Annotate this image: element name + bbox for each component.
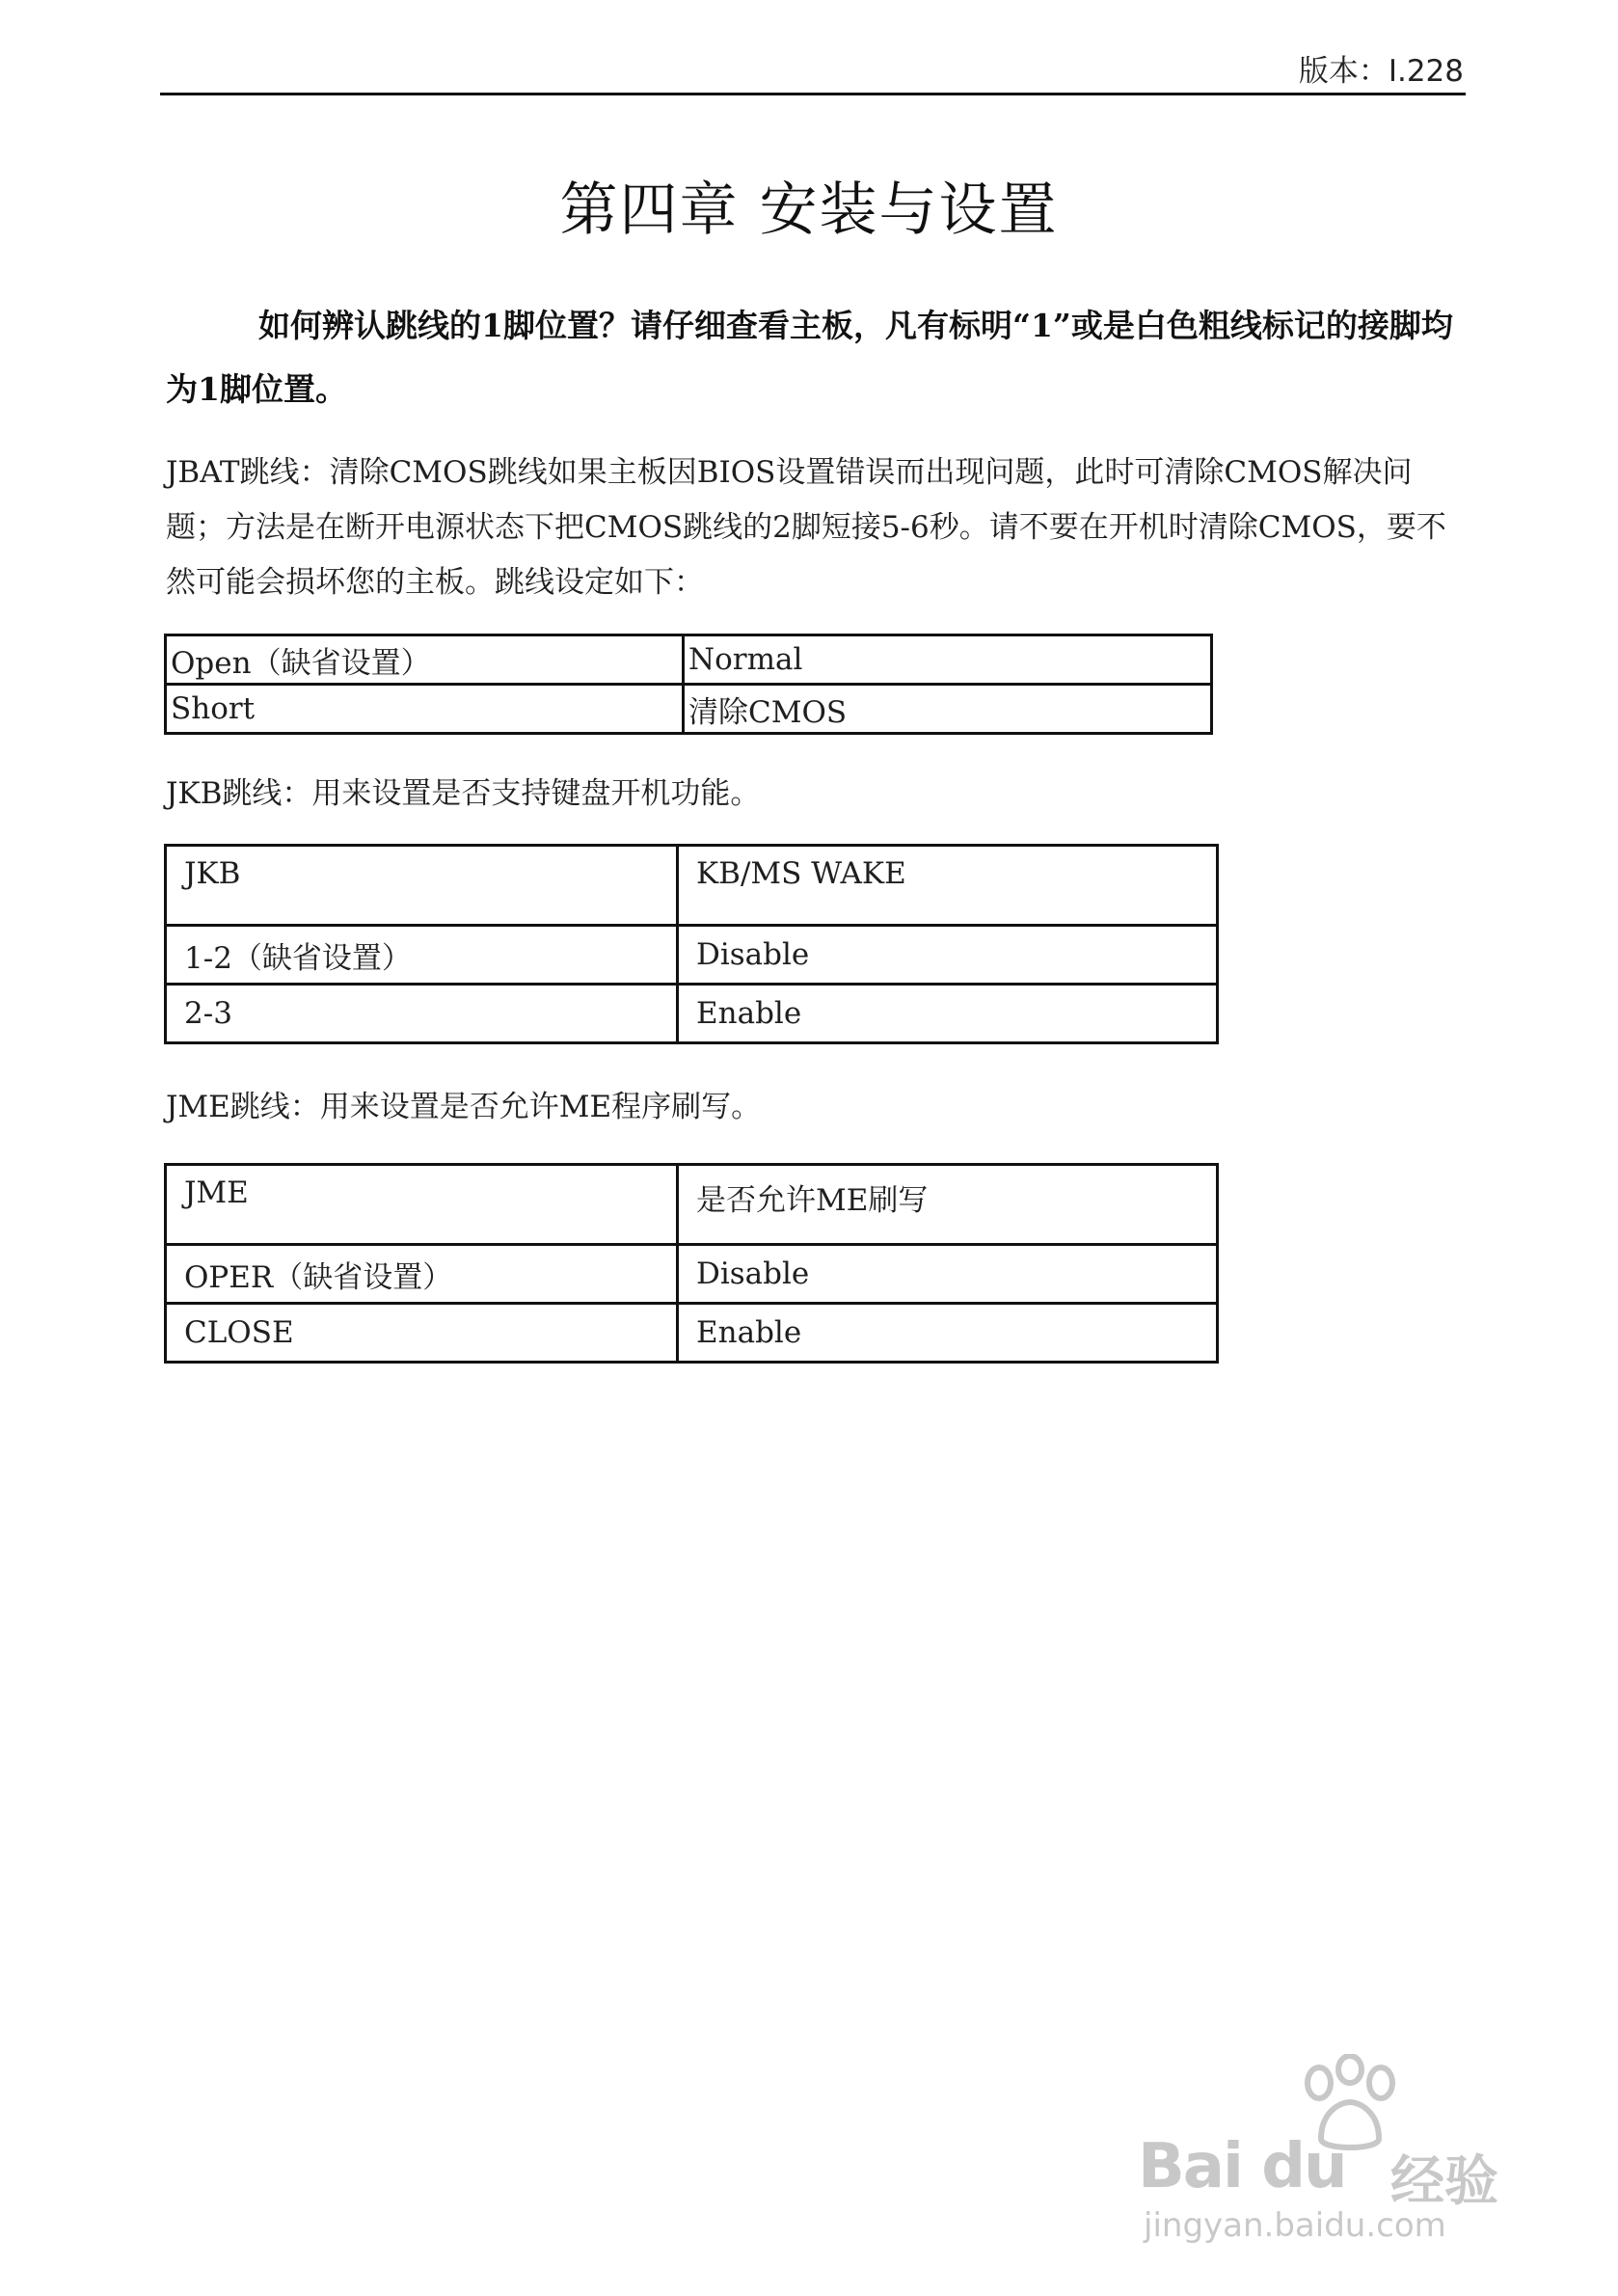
table-cell: Disable — [678, 926, 1218, 985]
table-cell: Open（缺省设置） — [166, 635, 684, 685]
table-cell: 2-3 — [166, 985, 678, 1043]
jbat-table — [164, 634, 1213, 735]
table-cell: 1-2（缺省设置） — [166, 926, 678, 985]
table-cell: Short — [166, 685, 684, 734]
table-header-cell: KB/MS WAKE — [678, 846, 1218, 926]
intro-paragraph: 如何辨认跳线的1脚位置？请仔细查看主板，凡有标明“1”或是白色粗线标记的接脚均为1脚位置。 — [166, 307, 1453, 408]
watermark-url: jingyan.baidu.com — [1144, 2206, 1446, 2245]
table-row — [166, 685, 1212, 734]
jme-table — [164, 1163, 1219, 1364]
table-header-cell: JKB — [166, 846, 678, 926]
watermark-brand: 经验 — [1390, 2150, 1498, 2213]
jme-description: JME跳线：用来设置是否允许ME程序刷写。 — [166, 1090, 762, 1124]
table-row — [166, 1245, 1218, 1304]
table-cell: 清除CMOS — [684, 685, 1212, 734]
table-cell: Normal — [684, 635, 1212, 685]
table-cell: Enable — [678, 985, 1218, 1043]
table-cell: Enable — [678, 1304, 1218, 1363]
version-label: 版本：I.228 — [1298, 54, 1464, 89]
baidu-watermark — [1138, 2054, 1543, 2247]
watermark-logo: Bai du — [1138, 2131, 1346, 2202]
jbat-description: JBAT跳线：清除CMOS跳线如果主板因BIOS设置错误而出现问题，此时可清除CMOS解决问题；方法是在断开电源状态下把CMOS跳线的2脚短接5-6秒。请不要在开机时清除CMOS，要不然可能会损坏您的主板。跳线设定如下： — [166, 455, 1446, 600]
table-row — [166, 985, 1218, 1043]
table-header-cell: 是否允许ME刷写 — [678, 1165, 1218, 1245]
chapter-title: 第四章 安装与设置 — [559, 176, 1059, 244]
table-cell: CLOSE — [166, 1304, 678, 1363]
table-row — [166, 1304, 1218, 1363]
table-cell: Disable — [678, 1245, 1218, 1304]
table-row — [166, 635, 1212, 685]
header-rule — [160, 93, 1466, 95]
table-header-cell: JME — [166, 1165, 678, 1245]
jkb-description: JKB跳线：用来设置是否支持键盘开机功能。 — [166, 776, 761, 811]
table-cell: OPER（缺省设置） — [166, 1245, 678, 1304]
table-row — [166, 926, 1218, 985]
table-header-row — [166, 846, 1218, 926]
table-header-row — [166, 1165, 1218, 1245]
jkb-table — [164, 844, 1219, 1044]
